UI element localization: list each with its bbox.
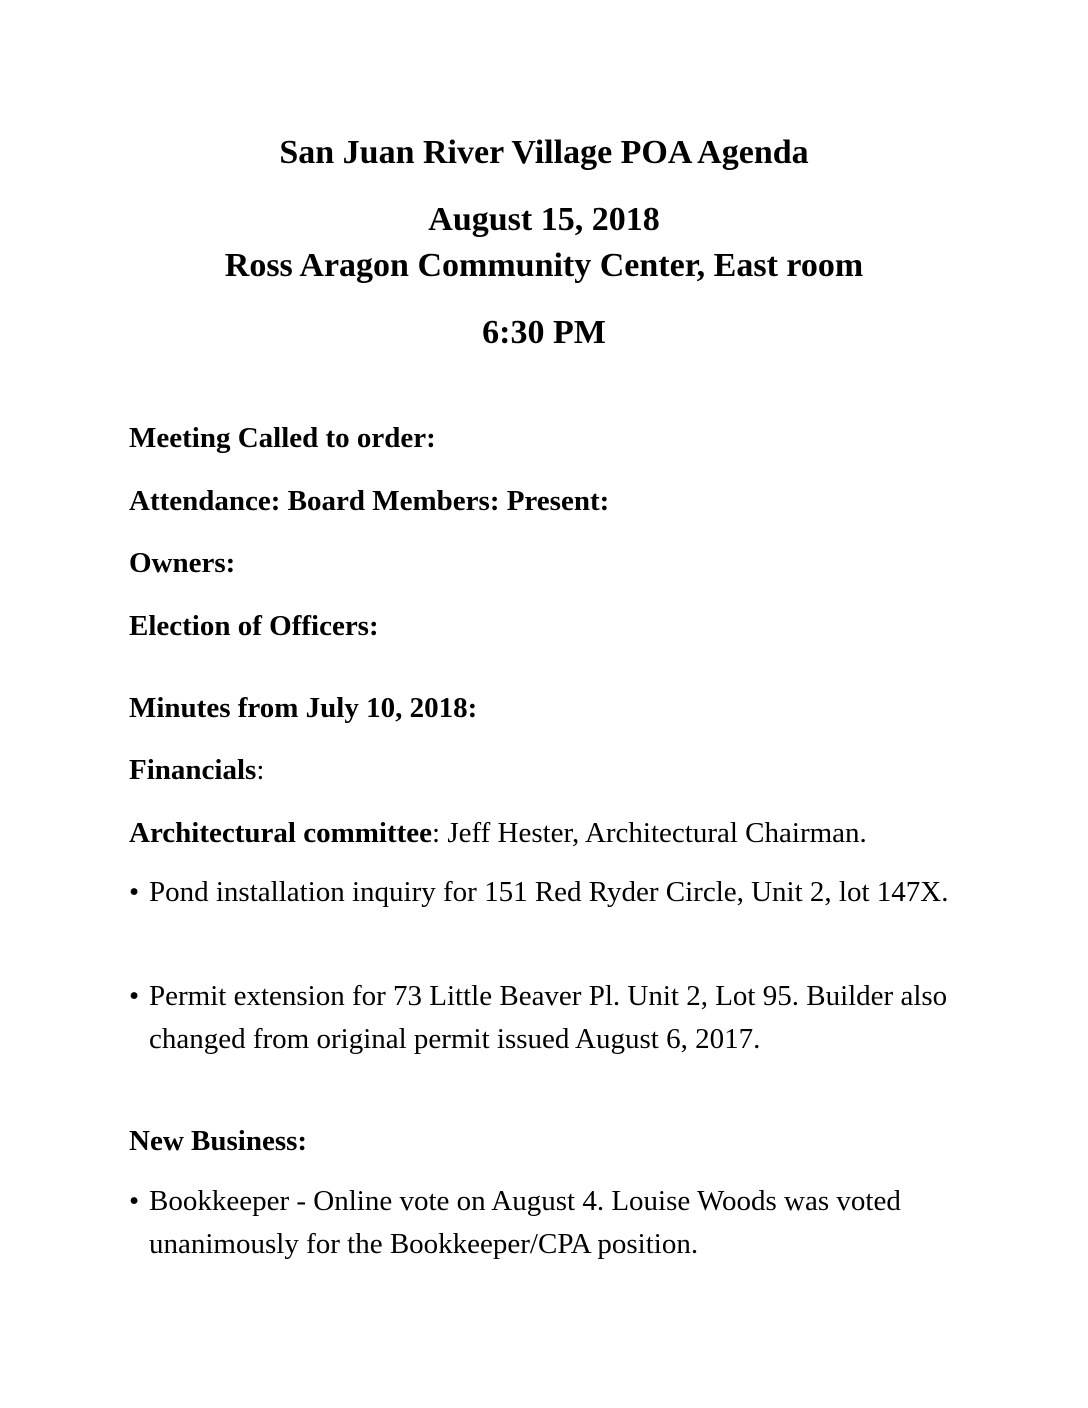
financials-label: Financials — [129, 754, 257, 786]
architectural-heading — [129, 815, 867, 851]
architectural-label: Architectural committee — [129, 817, 433, 849]
financials-colon: : — [256, 754, 265, 786]
list-item — [129, 871, 959, 914]
financials-heading — [129, 752, 264, 788]
election-heading: Election of Officers: — [129, 610, 379, 642]
list-item-text: Bookkeeper - Online vote on August 4. Louise Woods was voted unanimously for the Bookkeeper/CPA position. — [149, 1185, 901, 1260]
list-item — [129, 975, 959, 1061]
list-item-text: Permit extension for 73 Little Beaver Pl. Unit 2, Lot 95. Builder also changed from original permit issued August 6, 2017. — [149, 980, 948, 1055]
meeting-date: August 15, 2018 — [428, 201, 660, 238]
bullet-icon: • — [129, 1185, 140, 1217]
owners-heading: Owners: — [129, 547, 236, 579]
bullet-icon: • — [129, 876, 140, 908]
attendance-heading: Attendance: Board Members: Present: — [129, 485, 610, 517]
minutes-heading: Minutes from July 10, 2018: — [129, 692, 478, 724]
architectural-detail: : Jeff Hester, Architectural Chairman. — [432, 817, 867, 849]
list-item-text: Pond installation inquiry for 151 Red Ryder Circle, Unit 2, lot 147X. — [149, 876, 949, 908]
new-business-heading: New Business: — [129, 1125, 308, 1157]
meeting-time: 6:30 PM — [482, 314, 606, 351]
call-to-order-heading: Meeting Called to order: — [129, 422, 436, 454]
list-item — [129, 1180, 959, 1266]
bullet-icon: • — [129, 980, 140, 1012]
agenda-title: San Juan River Village POA Agenda — [279, 134, 809, 171]
meeting-location: Ross Aragon Community Center, East room — [224, 247, 864, 284]
